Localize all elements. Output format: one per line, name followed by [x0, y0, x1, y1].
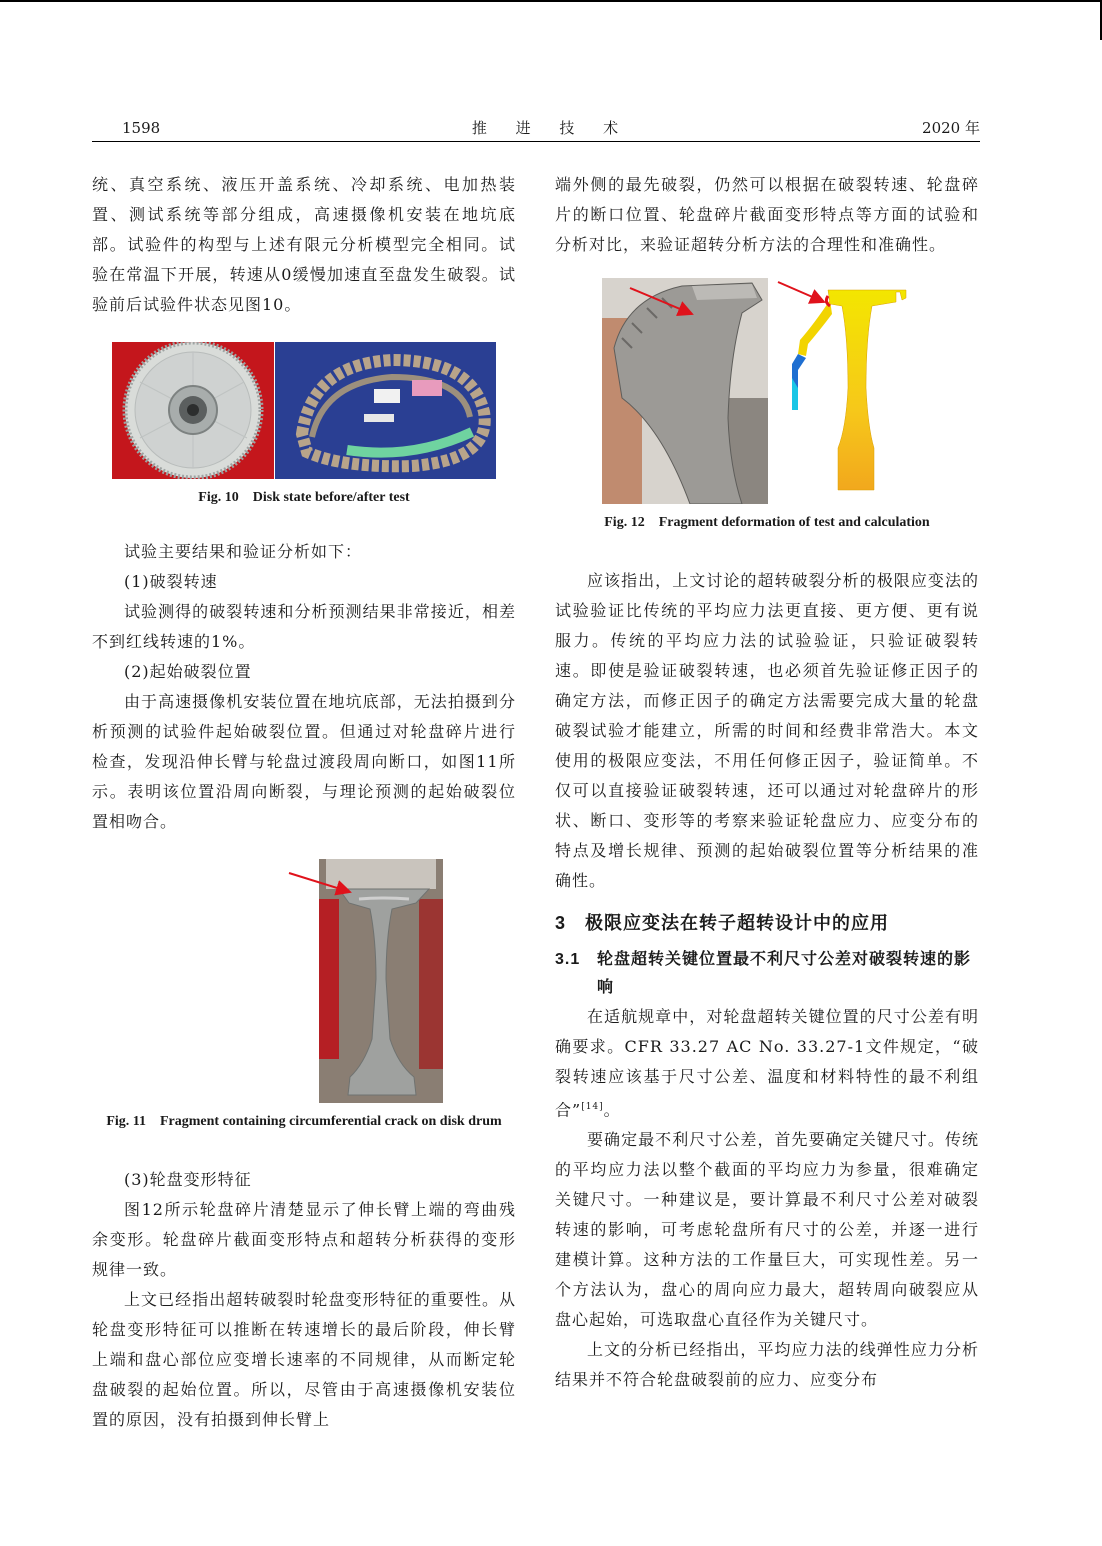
figure-11-image [154, 859, 454, 1103]
header-rule [92, 141, 980, 142]
figure-10-image [112, 342, 496, 479]
caption-text: Disk state before/after test [252, 490, 410, 505]
list-item-heading: (2)起始破裂位置 [124, 662, 252, 681]
paragraph: 由于高速摄像机安装位置在地坑底部，无法拍摄到分析预测的试验件起始破裂位置。但通过对轮盘碎片进行检查，发现沿伸长臂与轮盘过渡段周向断口，如图11所示。表明该位置沿周向断裂，与理论预测的起始破裂位置相吻合。 [92, 692, 516, 831]
list-item-heading: (3)轮盘变形特征 [124, 1170, 252, 1189]
paragraph: 统、真空系统、液压开盖系统、冷却系统、电加热装置、测试系统等部分组成，高速摄像机安装在地坑底部。试验件的构型与上述有限元分析模型完全相同。试验在常温下开展，转速从0缓慢加速直至盘发生破裂。试验前后试验件状态见图10。 [92, 175, 516, 314]
paragraph: 应该指出，上文讨论的超转破裂分析的极限应变法的试验验证比传统的平均应力法更直接、更方便、更有说服力。传统的平均应力法的试验验证，只验证破裂转速。即使是验证破裂转速，也必须首先验证修正因子的确定方法，而修正因子的确定方法需要完成大量的轮盘破裂试验才能建立，所需的时间和经费非常浩大。本文使用的极限应变法，不用任何修正因子，验证简单。不仅可以直接验证破裂转速，还可以通过对轮盘碎片的形状、断口、变形等的考察来验证轮盘应力、应变分布的特点及增长规律、预测的起始破裂位置等分析结果的准确性。 [555, 571, 979, 890]
paragraph: 上文的分析已经指出，平均应力法的线弹性应力分析结果并不符合轮盘破裂前的应力、应变分布 [555, 1340, 979, 1390]
figure-11 [92, 859, 516, 1135]
figure-10-caption [92, 485, 516, 511]
figure-number: Fig. 11 [106, 1114, 146, 1129]
caption-text: Fragment containing circumferential crack on disk drum [159, 1114, 502, 1129]
page-border-top [0, 0, 1102, 2]
paragraph: 端外侧的最先破裂，仍然可以根据在破裂转速、轮盘碎片的断口位置、轮盘碎片截面变形特点等方面的试验和分析对比，来验证超转分析方法的合理性和准确性。 [555, 175, 979, 254]
figure-number: Fig. 12 [604, 515, 645, 530]
section-number: 3 [555, 913, 567, 933]
paragraph: 上文已经指出超转破裂时轮盘变形特征的重要性。从轮盘变形特征可以推断在转速增长的最后阶段，伸长臂上端和盘心部位应变增长速率的不同规律，从而断定轮盘破裂的起始位置。所以，尽管由于高速摄像机安装位置的原因，没有拍摄到伸长臂上 [92, 1290, 516, 1429]
year: 2020 年 [922, 119, 980, 137]
paragraph: 试验主要结果和验证分析如下： [124, 542, 363, 561]
right-column [555, 170, 979, 1395]
figure-number: Fig. 10 [198, 490, 239, 505]
figure-12-caption [555, 510, 979, 536]
subsection-number: 3.1 [555, 951, 581, 968]
section-heading [555, 908, 979, 938]
figure-10 [92, 342, 516, 511]
paragraph: 要确定最不利尺寸公差，首先要确定关键尺寸。传统的平均应力法以整个截面的平均应力为参量，很难确定关键尺寸。一种建议是，要计算最不利尺寸公差对破裂转速的影响，可考虑轮盘所有尺寸的公差，并逐一进行建模计算。这种方法的工作量巨大，可实现性差。另一个方法认为，盘心的周向应力最大，超转周向破裂应从盘心起始，可选取盘心直径作为关键尺寸。 [555, 1130, 979, 1330]
citation-ref: [14] [581, 1102, 604, 1112]
paragraph: 试验测得的破裂转速和分析预测结果非常接近，相差不到红线转速的1%。 [92, 602, 516, 651]
subsection-heading [555, 946, 979, 1002]
subsection-title: 轮盘超转关键位置最不利尺寸公差对破裂转速的影响 [597, 951, 972, 996]
left-column [92, 170, 516, 1435]
figure-12-image [602, 278, 932, 504]
paragraph [555, 1002, 979, 1125]
figure-11-caption [92, 1109, 516, 1135]
paragraph: 图12所示轮盘碎片清楚显示了伸长臂上端的弯曲残余变形。轮盘碎片截面变形特点和超转分析获得的变形规律一致。 [92, 1200, 516, 1279]
caption-text: Fragment deformation of test and calculation [658, 515, 930, 530]
section-title: 极限应变法在转子超转设计中的应用 [585, 913, 889, 933]
page-number: 1598 [122, 119, 161, 137]
journal-name: 推 进 技 术 [471, 119, 631, 137]
paragraph-end: 。 [603, 1100, 621, 1120]
figure-12 [555, 278, 979, 536]
paragraph-text: 在适航规章中，对轮盘超转关键位置的尺寸公差有明确要求。CFR 33.27 AC No. 33.27-1文件规定，“破裂转速应该基于尺寸公差、温度和材料特性的最不利组合” [555, 1007, 979, 1120]
list-item-heading: (1)破裂转速 [124, 572, 218, 591]
